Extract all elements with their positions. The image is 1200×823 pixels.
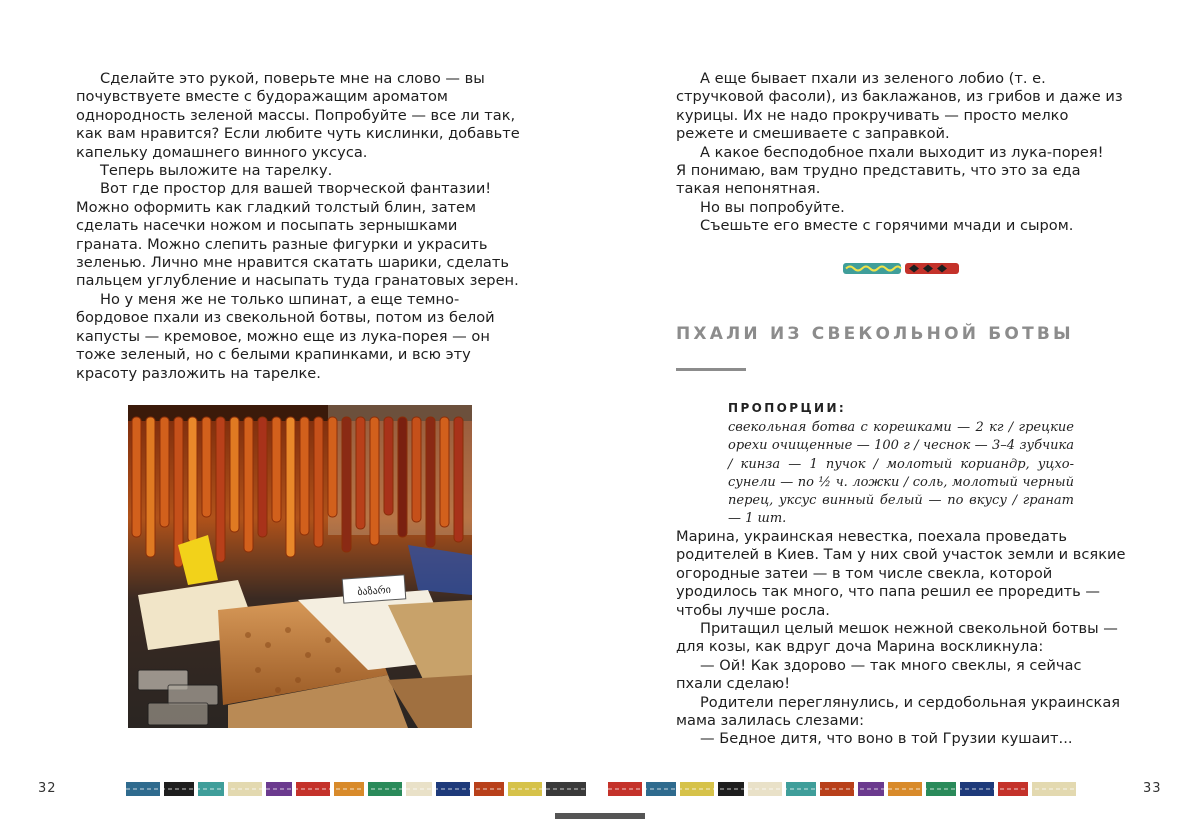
paragraph: Но вы попробуйте. xyxy=(700,198,845,216)
paragraph: Но у меня же не только шпинат, а еще темно-бордовое пхали из свекольной ботвы, потом из белой капусты — кремовое, можно еще из лука-порея — он тоже зеленый, но с белыми крапинками, и всю эту красоту разложить на тарелке. xyxy=(76,290,495,382)
paragraph: А еще бывает пхали из зеленого лобио (т. е. стручковой фасоли), из баклажанов, из грибов и даже из курицы. Их не надо прокручивать — просто мелко режете и смешиваете с заправкой. xyxy=(676,70,1123,143)
paragraph: Притащил целый мешок нежной свекольной ботвы — для козы, как вдруг доча Марина воскликнула: xyxy=(676,620,1118,656)
paragraph: Марина, украинская невестка, поехала проведать родителей в Киев. Там у них свой участок земли и всякие огородные затеи — в том числе свекла, которой уродилось так много, что папа решил ее проредить — чтобы лучше росла. xyxy=(676,528,1126,619)
market-photo-drawing xyxy=(128,405,472,728)
right-page xyxy=(600,0,1200,810)
paragraph: А какое бесподобное пхали выходит из лука-порея! xyxy=(700,143,1104,161)
right-story-text xyxy=(676,528,1132,749)
recipe-title: ПХАЛИ ИЗ СВЕКОЛЬНОЙ БОТВЫ xyxy=(676,324,1074,344)
paragraph: Теперь выложите на тарелку. xyxy=(100,162,333,180)
paragraph: Съешьте его вместе с горячими мчади и сыром. xyxy=(700,217,1074,235)
paragraph: Я понимаю, вам трудно представить, что это за еда такая непонятная. xyxy=(676,162,1081,198)
paragraph: Сделайте это рукой, поверьте мне на слово — вы почувствуете вместе с будоражащим ароматом однородность зеленой массы. Попробуйте — все ли так, как вам нравится? Если любите чуть кислинки, добавьте капельку домашнего винного уксуса. xyxy=(76,70,520,161)
decorative-fabric-strip xyxy=(126,780,586,798)
bottom-edge-strip xyxy=(555,804,645,810)
page-number-left: 32 xyxy=(38,781,57,796)
churchkhela-ornament-icon xyxy=(843,260,959,273)
title-underline xyxy=(676,368,746,371)
paragraph: Вот где простор для вашей творческой фантазии! Можно оформить как гладкий толстый блин, затем сделать насечки ножом и посыпать зернышками граната. Можно слепить разные фигурки и украсить зеленью. Лично мне нравится скатать шарики, сделать пальцем углубление и насыпать туда гранатовых зерен. xyxy=(76,180,519,290)
left-body-text xyxy=(76,70,526,383)
right-intro-text xyxy=(676,70,1126,236)
market-photo xyxy=(128,405,472,728)
fabric-strip-drawing xyxy=(126,780,586,798)
fabric-strip-drawing xyxy=(608,780,1076,798)
paragraph: Родители переглянулись, и сердобольная украинская мама залилась слезами: xyxy=(676,693,1121,730)
price-tag: ბაზარი xyxy=(357,584,392,599)
left-page xyxy=(0,0,600,810)
paragraph: — Ой! Как здорово — так много свеклы, я сейчас пхали сделаю! xyxy=(676,656,1082,693)
bottom-strip-drawing xyxy=(555,813,645,819)
paragraph: — Бедное дитя, что воно в той Грузии кушаит... xyxy=(700,730,1073,748)
page-number-right: 33 xyxy=(1143,781,1162,796)
proportions-text: свекольная ботва с корешками — 2 кг / грецкие орехи очищенные — 100 г / чеснок — 3–4 зубчика / кинза — 1 пучок / молотый кориандр, уцхо-сунели — по ½ ч. ложки / соль, молотый черный перец, уксус винный белый — по вкусу / гранат — 1 шт. xyxy=(728,420,1074,527)
ornament-drawing xyxy=(843,262,959,275)
proportions-label: ПРОПОРЦИИ: xyxy=(728,401,847,415)
decorative-fabric-strip xyxy=(608,780,1076,798)
